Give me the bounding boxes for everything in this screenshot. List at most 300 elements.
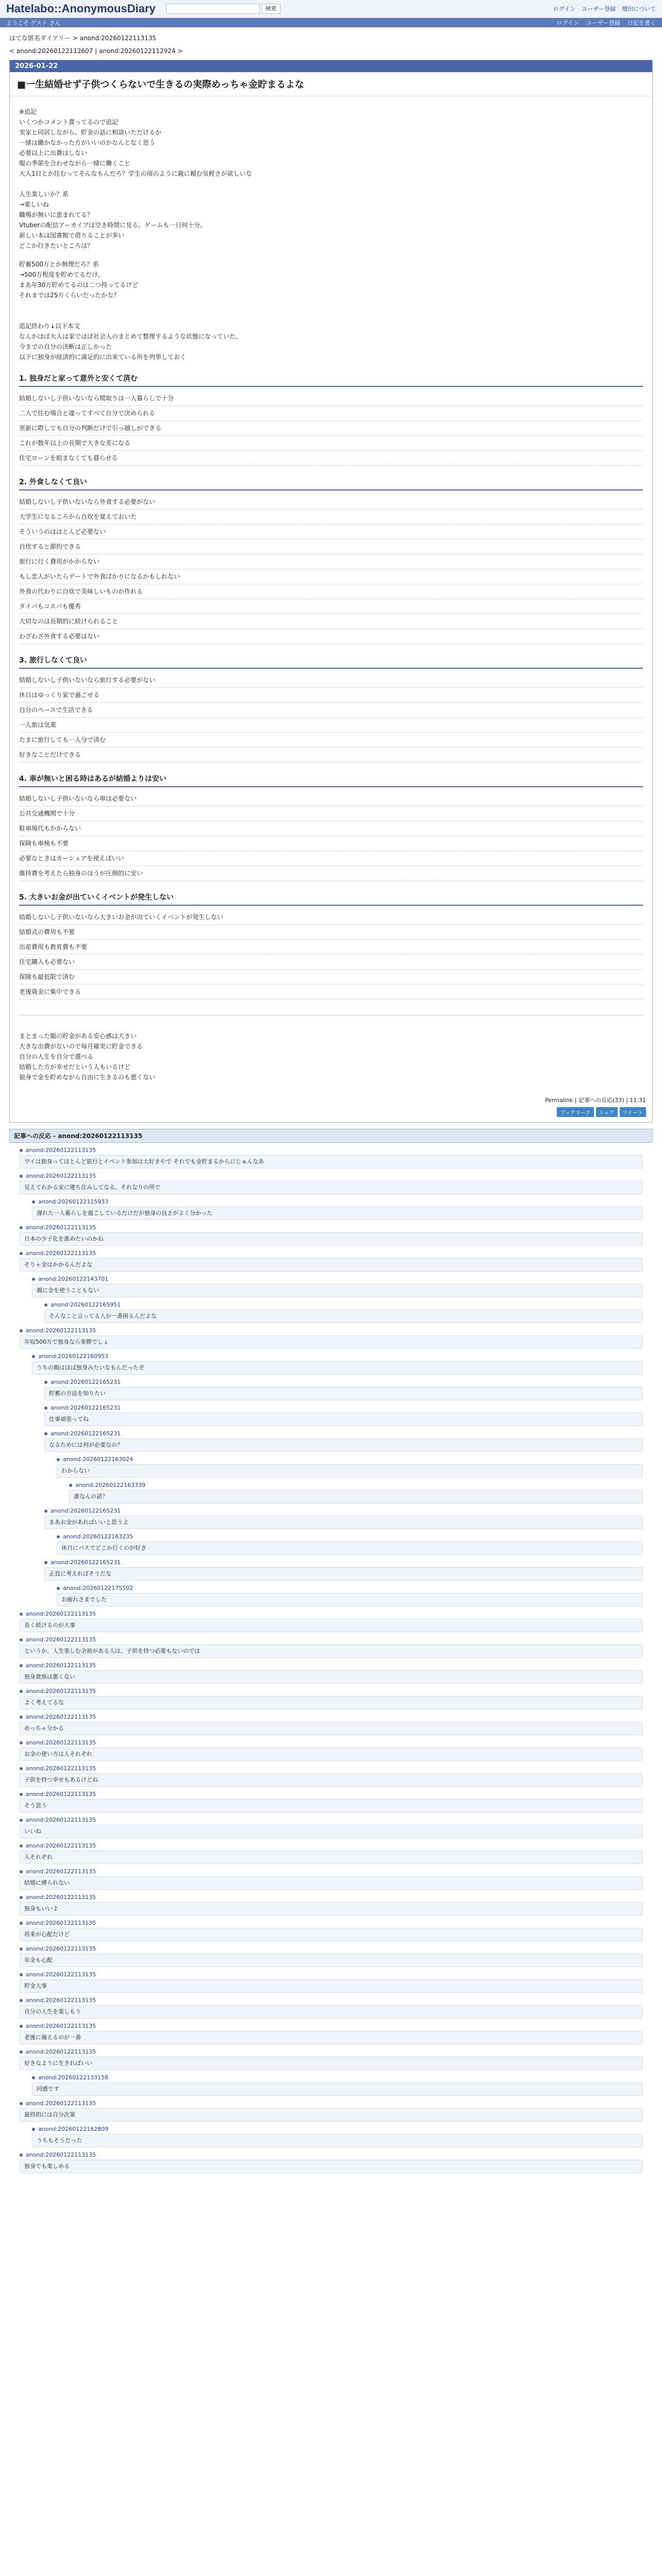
comment xyxy=(32,2074,642,2096)
comment-head xyxy=(20,1842,642,1849)
comment-text: 同感です xyxy=(32,2082,642,2096)
comment-head xyxy=(20,1327,642,1334)
comment-text: 独身もいいよ xyxy=(20,1902,642,1916)
section-item: 結婚しないし子供いないなら車は必要ない xyxy=(19,791,643,806)
comment xyxy=(57,1585,642,1606)
body2-line xyxy=(19,311,643,321)
section-item: 自分のペースで生活できる xyxy=(19,703,643,718)
section-item: 結婚しないし子供いないなら旅行する必要がない xyxy=(19,673,643,688)
bullet-icon xyxy=(20,1973,23,1976)
comment xyxy=(20,1636,642,1658)
comment-head xyxy=(20,1611,642,1617)
bullet-icon xyxy=(20,1819,23,1822)
comment-head xyxy=(32,2126,642,2132)
section-item: 公共交通機関で十分 xyxy=(19,806,643,821)
share-buttons xyxy=(10,1107,652,1122)
comment xyxy=(20,1971,642,1993)
article-intro xyxy=(19,107,643,259)
bullet-icon xyxy=(44,1381,47,1384)
section-item: 外食の代わりに自炊で美味しいものが作れる xyxy=(19,584,643,599)
comment-head xyxy=(57,1533,642,1540)
bullet-icon xyxy=(20,2025,23,2028)
comment xyxy=(20,1920,642,1941)
nav-write[interactable]: 日記を書く xyxy=(627,20,656,26)
comment-id-link[interactable]: anond:20260122115933 xyxy=(38,1198,109,1205)
comment xyxy=(20,1739,642,1761)
article-date: 2026-01-22 xyxy=(10,60,652,72)
bullet-icon xyxy=(20,2050,23,2054)
bullet-icon xyxy=(57,1458,60,1461)
section-item: 好きなことだけできる xyxy=(19,748,643,762)
section-item: 二人で住む場合と違ってすべて自分で決められる xyxy=(19,406,643,421)
comment-head xyxy=(20,1147,642,1154)
comment-head xyxy=(20,1894,642,1901)
bullet-icon xyxy=(20,1922,23,1925)
site-logo[interactable]: Hatelabo::AnonymousDiary xyxy=(6,2,156,15)
body2-line: 貯蓄500万とか無理だろ？系 xyxy=(19,261,99,268)
section-item: これが数年以上の長期で大きな差になる xyxy=(19,436,643,451)
comment-id-link[interactable]: anond:20260122113135 xyxy=(26,1817,96,1823)
comment-head xyxy=(20,2048,642,2055)
body2-line xyxy=(19,300,643,311)
comment xyxy=(32,1198,642,1220)
intro-line: 一緒は働かなかった方がいいのかなんとなく思う xyxy=(19,139,156,146)
intro-line: →楽しいね xyxy=(19,201,49,208)
comment xyxy=(20,1765,642,1787)
comment-head xyxy=(44,1430,642,1437)
comment xyxy=(44,1430,642,1452)
bullet-icon xyxy=(20,1844,23,1848)
bullet-icon xyxy=(20,1690,23,1693)
comment-head xyxy=(20,1920,642,1926)
article-outro xyxy=(19,1031,643,1082)
outro-line: 独身で金を貯めながら自由に生きるのも悪くない xyxy=(19,1074,156,1081)
comment xyxy=(44,1507,642,1529)
comment-text: 最終的には自分次第 xyxy=(20,2108,642,2122)
section-item: 住宅購入も必要ない xyxy=(19,955,643,970)
comment xyxy=(57,1456,642,1478)
comment xyxy=(20,1894,642,1916)
section-item: タイパもコスパも優秀 xyxy=(19,599,643,614)
article-body2 xyxy=(19,259,643,321)
comment-text: そう思う xyxy=(20,1799,642,1812)
comment-id-link[interactable]: anond:20260122165951 xyxy=(51,1301,121,1308)
comment-text: 遅れた一人暮らしを過ごしているだけだが独身の良さがよく分かった xyxy=(32,1207,642,1220)
comment xyxy=(20,1997,642,2019)
comment-text: 独身貴族は悪くない xyxy=(20,1670,642,1684)
bullet-icon xyxy=(32,1278,35,1281)
section-item: たまに旅行しても一人分で済む xyxy=(19,733,643,748)
comment-head xyxy=(44,1301,642,1308)
comment-text: めっちゃ分かる xyxy=(20,1722,642,1735)
section-item: 旅行に行く費用がかからない xyxy=(19,554,643,569)
bullet-icon xyxy=(57,1535,60,1538)
comment xyxy=(69,1482,642,1503)
bullet-icon xyxy=(20,1741,23,1744)
comment-id-link[interactable]: anond:20260122175502 xyxy=(63,1585,134,1591)
comment-head xyxy=(44,1559,642,1566)
comment-id-link[interactable]: anond:20260122163235 xyxy=(63,1533,134,1540)
comment xyxy=(20,2023,642,2044)
comment xyxy=(20,1611,642,1632)
comment-id-link[interactable]: anond:20260122113135 xyxy=(26,2023,96,2029)
body3-line: 以下に独身が経済的に満足的に出来ている所を列挙しておく xyxy=(19,353,187,361)
comment-text: 好きなように生きればいい xyxy=(20,2057,642,2070)
bullet-icon xyxy=(20,1716,23,1719)
section-item: 休日はゆっくり家で過ごせる xyxy=(19,688,643,703)
section-title: 4. 車が無いと困る時はあるが結婚よりは安い xyxy=(19,774,643,787)
bullet-icon xyxy=(20,1613,23,1616)
comment-text: まあお金があればいいと思うよ xyxy=(44,1516,642,1529)
bullet-icon xyxy=(20,1896,23,1899)
section-item: 老後資金に集中できる xyxy=(19,985,643,999)
comment-head xyxy=(44,1404,642,1411)
section-item: そういうのはほとんど必要ない xyxy=(19,524,643,539)
section-title: 3. 旅行しなくて良い xyxy=(19,655,643,669)
comment-text: 仕事頑張ってね xyxy=(44,1413,642,1426)
bullet-icon xyxy=(44,1432,47,1435)
comment-text: 休日にバスでどこか行くのが好き xyxy=(57,1541,642,1555)
comment-head xyxy=(20,1250,642,1257)
bullet-icon xyxy=(20,1664,23,1667)
comment-head xyxy=(20,1997,642,2004)
section-item: 保険も車検も不要 xyxy=(19,836,643,851)
comment-text: いいね xyxy=(20,1825,642,1838)
comment-text: そりゃ金はかかるんだよな xyxy=(20,1258,642,1272)
share-button[interactable]: シェア xyxy=(596,1107,618,1117)
comment-id-link[interactable]: anond:20260122113135 xyxy=(26,1714,96,1720)
comment-head xyxy=(32,1198,642,1205)
comment-head xyxy=(57,1456,642,1463)
comment-text: わからない xyxy=(57,1464,642,1478)
article-title[interactable]: ■一生結婚せず子供つくらないで生きるの実際めっちゃ金貯まるよな xyxy=(10,72,652,96)
comment-text: うちもそうだった xyxy=(32,2134,642,2147)
bullet-icon xyxy=(69,1484,72,1487)
comment-text: 日本の少子化を進めたいのかね xyxy=(20,1232,642,1246)
article-section xyxy=(19,655,643,762)
section-item: 更新に際しても自分の判断だけで引っ越しができる xyxy=(19,421,643,436)
bookmark-button[interactable]: ブックマーク xyxy=(557,1107,593,1117)
comment xyxy=(20,1250,642,1272)
comment-head xyxy=(20,1688,642,1694)
comment-id-link[interactable]: anond:20260122113135 xyxy=(26,1611,96,1617)
section-title: 1. 独身だと家って意外と安くて済む xyxy=(19,374,643,387)
comment-text: 子供を持つ幸せもあるけどね xyxy=(20,1773,642,1787)
bullet-icon xyxy=(20,1870,23,1873)
comment-id-link[interactable]: anond:20260122113135 xyxy=(26,2151,96,2158)
comment-text: ワイは独身ってほとんど旅行とイベント参加は大好きやで それでも金貯まるからにじゅんなあ xyxy=(20,1155,642,1168)
comment-id-link[interactable]: anond:20260122162809 xyxy=(38,2126,109,2132)
article-section xyxy=(19,774,643,881)
bullet-icon xyxy=(32,1200,35,1204)
section-item: もし恋人がいたらデートで外食ばかりになるかもしれない xyxy=(19,569,643,584)
comment-text: 見えてわかる家に建ち住みしてなる、それなりの所で xyxy=(20,1181,642,1194)
section-item: 出産費用も教育費も不要 xyxy=(19,940,643,955)
bullet-icon xyxy=(20,1947,23,1951)
comment-head xyxy=(20,1945,642,1952)
bullet-icon xyxy=(32,1355,35,1358)
section-title: 2. 外食しなくて良い xyxy=(19,477,643,490)
intro-line: 職場が無いに恵まれてる？ xyxy=(19,211,94,218)
comment-head xyxy=(57,1585,642,1591)
comment-id-link[interactable]: anond:20260122113135 xyxy=(26,1868,96,1875)
section-item: 結婚しないし子供いないなら間取りは一人暮らしで十分 xyxy=(19,391,643,406)
nav-bar xyxy=(0,18,662,27)
comment-id-link[interactable]: anond:20260122165231 xyxy=(51,1404,121,1411)
body2-line: →500万程度を貯めてるだけ。 xyxy=(19,271,104,278)
comment-head xyxy=(44,1507,642,1514)
bullet-icon xyxy=(20,1175,23,1178)
comment-head xyxy=(20,1817,642,1823)
bullet-icon xyxy=(44,1510,47,1513)
comment xyxy=(20,1688,642,1709)
comment-head xyxy=(32,1276,642,1282)
comment-head xyxy=(20,1765,642,1772)
section-item: 大学生になるころから自炊を覚えておいた xyxy=(19,510,643,524)
bullet-icon xyxy=(20,1767,23,1770)
comment xyxy=(32,1276,642,1297)
comment xyxy=(20,1714,642,1735)
bullet-icon xyxy=(20,1999,23,2002)
comment-id-link[interactable]: anond:20260122113135 xyxy=(26,1636,96,1643)
intro-line: 実家と同居しながら、貯金の話に相談いただけるか xyxy=(19,129,162,136)
bullet-icon xyxy=(44,1303,47,1307)
comment-id-link[interactable]: anond:20260122143701 xyxy=(38,1276,109,1282)
welcome-text: ようこそ ゲスト さん xyxy=(6,20,61,26)
bullet-icon xyxy=(20,1329,23,1332)
comment-id-link[interactable]: anond:20260122113135 xyxy=(26,1224,96,1231)
bullet-icon xyxy=(20,1149,23,1152)
bullet-icon xyxy=(20,1252,23,1255)
comment-head xyxy=(20,1791,642,1798)
article xyxy=(9,60,653,1123)
comment-id-link[interactable]: anond:20260122163339 xyxy=(75,1482,146,1488)
comment-id-link[interactable]: anond:20260122113135 xyxy=(26,1971,96,1978)
signup-link[interactable]: ユーザー登録 xyxy=(582,6,616,12)
comment-id-link[interactable]: anond:20260122113135 xyxy=(26,1997,96,2004)
comments-header: 記事への反応 - anond:20260122113135 xyxy=(9,1129,653,1143)
comment xyxy=(20,2100,642,2122)
comment xyxy=(44,1404,642,1426)
comment-id-link[interactable]: anond:20260122113135 xyxy=(26,1688,96,1694)
comment xyxy=(20,1173,642,1194)
intro-line: Vtuberの配信アーカイブは空き時間に見る。ゲームも一日何十分。 xyxy=(19,222,207,229)
comment-text: 誰なんの話？ xyxy=(69,1490,642,1503)
body3-line: 追記終わり↓以下本文 xyxy=(19,323,80,330)
article-body3 xyxy=(19,321,643,362)
intro-line: 大人1日とか住むってそんなもんだろ？学生の頃のように親に頼む気軽さが欲しいな xyxy=(19,170,252,177)
section-item: 保険も最低限で済む xyxy=(19,970,643,985)
comment-text: 老後に備えるのが一番 xyxy=(20,2031,642,2044)
section-item: 住宅ローンを組まなくても暮らせる xyxy=(19,451,643,466)
breadcrumb[interactable]: はてな匿名ダイアリー > anond:20260122113135 xyxy=(9,35,157,42)
comment-id-link[interactable]: anond:20260122113135 xyxy=(26,1327,96,1334)
bullet-icon xyxy=(44,1406,47,1410)
bullet-icon xyxy=(57,1587,60,1590)
comment-text: というか、人生楽しむ余裕がある人は、子供を持つ必要もないのでは xyxy=(20,1645,642,1658)
comment-text: なるためには何が必要なの？ xyxy=(44,1438,642,1452)
outro-line: 大きな出費がないので毎月確実に貯金できる xyxy=(19,1043,143,1050)
comment-text: 親に金を使うこともない xyxy=(32,1284,642,1297)
section-item: 大切なのは長期的に続けられること xyxy=(19,614,643,629)
comment-head xyxy=(20,2023,642,2029)
section-item: 結婚しないし子供いないなら大きいお金が出ていくイベントが発生しない xyxy=(19,910,643,925)
body3-line: なんかほぼ大人は家でほぼ社会人のまとめて整理するような状態になっていた。 xyxy=(19,333,242,340)
section-item: 駐車場代もかからない xyxy=(19,821,643,836)
comment-text: 正直に考えればそうだな xyxy=(44,1567,642,1581)
top-links xyxy=(553,5,656,13)
section-item: 結婚しないし子供いないなら外食する必要がない xyxy=(19,495,643,510)
comment-text: 貯蓄の方法を知りたい xyxy=(44,1387,642,1400)
comment xyxy=(20,1868,642,1890)
comment-head xyxy=(20,1636,642,1643)
comment xyxy=(20,2048,642,2070)
bullet-icon xyxy=(20,2154,23,2157)
section-item: 結婚式の費用も不要 xyxy=(19,925,643,940)
comment xyxy=(20,1842,642,1864)
comment-text: うちの親はほぼ独身みたいなもんだったぞ xyxy=(32,1361,642,1375)
search-button[interactable]: 検索 xyxy=(262,4,280,14)
comment-id-link[interactable]: anond:20260122113135 xyxy=(26,2048,96,2055)
comment xyxy=(57,1533,642,1555)
section-item: わざわざ外食する必要はない xyxy=(19,629,643,644)
comment-text: 自分の人生を楽しもう xyxy=(20,2005,642,2019)
comment-text: 貯金大事 xyxy=(20,1979,642,1993)
comment-head xyxy=(32,2074,642,2081)
comment-head xyxy=(20,2100,642,2107)
comment-text: 年金も心配 xyxy=(20,1954,642,1967)
comment xyxy=(20,1147,642,1168)
article-body xyxy=(10,96,652,1093)
top-header xyxy=(0,0,662,18)
comment-id-link[interactable]: anond:20260122165231 xyxy=(51,1430,121,1437)
comment-id-link[interactable]: anond:20260122113135 xyxy=(26,1765,96,1772)
comment-head xyxy=(20,1662,642,1669)
bullet-icon xyxy=(20,1226,23,1229)
comment xyxy=(44,1301,642,1323)
bullet-icon xyxy=(20,1638,23,1641)
comment xyxy=(20,1817,642,1838)
outro-line: 自分の人生を自分で選べる xyxy=(19,1053,94,1060)
comment-id-link[interactable]: anond:20260122113135 xyxy=(26,1662,96,1669)
intro-line: いくつかコメント貰ってるので追記 xyxy=(19,118,119,126)
comment-id-link[interactable]: anond:20260122165231 xyxy=(51,1379,121,1385)
comment xyxy=(20,1945,642,1967)
comment-id-link[interactable]: anond:20260122113135 xyxy=(26,1147,96,1154)
bullet-icon xyxy=(32,2076,35,2079)
comment-text: 長く続けるのが大事 xyxy=(20,1619,642,1632)
comment xyxy=(44,1379,642,1400)
comment-text: 結婚に縛られない xyxy=(20,1876,642,1890)
intro-line: どこか行きたいところは？ xyxy=(19,242,94,249)
comment-id-link[interactable]: anond:20260122113135 xyxy=(26,1920,96,1926)
comment xyxy=(32,2126,642,2147)
intro-line: ※追記 xyxy=(19,108,37,115)
section-item: 維持費を考えたら独身のほうが圧倒的に安い xyxy=(19,866,643,881)
section-title: 5. 大きいお金が出ていくイベントが発生しない xyxy=(19,892,643,906)
comment-head xyxy=(44,1379,642,1385)
tweet-button[interactable]: ツイート xyxy=(620,1107,647,1117)
comments-list xyxy=(9,1147,653,2173)
comment-text: お疲れさまでした xyxy=(57,1593,642,1606)
comment-id-link[interactable]: anond:20260122165231 xyxy=(51,1507,121,1514)
comment xyxy=(20,1662,642,1684)
body3-line: 今までの自分の決断は正しかった xyxy=(19,343,112,350)
section-item: 自炊すると節約できる xyxy=(19,539,643,554)
intro-line: 新しい本は図書館で借りることが多い xyxy=(19,232,125,239)
outro-line: 結婚した方が幸せだという人もいるけど xyxy=(19,1063,131,1071)
section-item: 必要なときはカーシェアを使えばいい xyxy=(19,851,643,866)
comment-id-link[interactable]: anond:20260122113135 xyxy=(26,2100,96,2107)
intro-line: 人生楽しいか？系 xyxy=(19,191,69,198)
comment-id-link[interactable]: anond:20260122165231 xyxy=(51,1559,121,1566)
section-item: 一人旅は気楽 xyxy=(19,718,643,733)
comment-id-link[interactable]: anond:20260122113135 xyxy=(26,1173,96,1179)
article-section xyxy=(19,477,643,644)
comment-text: お金の使い方は人それぞれ xyxy=(20,1748,642,1761)
article-section xyxy=(19,892,643,999)
outro-line: まとまった額の貯金がある安心感は大きい xyxy=(19,1032,137,1040)
body2-line: まあ年30万貯めてるのは二つ持ってるけど xyxy=(19,281,139,289)
intro-line: 必要以上に出費はしない xyxy=(19,149,88,157)
comment-head xyxy=(20,1714,642,1720)
article-section xyxy=(19,374,643,466)
nav-login[interactable]: ログイン xyxy=(556,20,579,26)
comment-text: 人それぞれ xyxy=(20,1851,642,1864)
about-link[interactable]: 増田について xyxy=(622,6,656,12)
body2-line: それまでは25万くらいだったかな？ xyxy=(19,292,120,299)
bullet-icon xyxy=(20,1793,23,1796)
comment-id-link[interactable]: anond:20260122113135 xyxy=(26,1250,96,1257)
comment-head xyxy=(69,1482,642,1488)
comment-head xyxy=(20,1739,642,1746)
comment xyxy=(20,1791,642,1812)
nav-signup[interactable]: ユーザー登録 xyxy=(586,20,620,26)
comment-text: 独身でも楽しめる xyxy=(20,2160,642,2173)
comment-id-link[interactable]: anond:20260122113135 xyxy=(26,1739,96,1746)
comment-head xyxy=(20,2151,642,2158)
bullet-icon xyxy=(44,1561,47,1564)
article-sections xyxy=(19,374,643,999)
comment-text: 年収500万で独身なら楽勝でしょ xyxy=(20,1335,642,1349)
comment-text: そんなこと言ってる人が一番困るんだよな xyxy=(44,1310,642,1323)
comment-text: よく考えてるな xyxy=(20,1696,642,1709)
comment xyxy=(32,1353,642,1375)
comment-id-link[interactable]: anond:20260122133158 xyxy=(38,2074,109,2081)
prev-next-links[interactable]: < anond:20260122112607 | anond:20260122112924 > xyxy=(9,47,183,55)
comment-head xyxy=(20,1971,642,1978)
comment xyxy=(20,1224,642,1246)
search-input[interactable] xyxy=(166,4,260,14)
comment-id-link[interactable]: anond:20260122160953 xyxy=(38,1353,109,1360)
article-meta[interactable]: Permalink | 記事への反応(33) | 11:31 xyxy=(545,1097,646,1104)
comment-head xyxy=(20,1173,642,1179)
comment-id-link[interactable]: anond:20260122113135 xyxy=(26,1894,96,1901)
comment-id-link[interactable]: anond:20260122163024 xyxy=(63,1456,134,1463)
login-link[interactable]: ログイン xyxy=(553,6,576,12)
comment-id-link[interactable]: anond:20260122113135 xyxy=(26,1842,96,1849)
comment-head xyxy=(32,1353,642,1360)
comment-text: 将来が心配だけど xyxy=(20,1928,642,1941)
comment-head xyxy=(20,1224,642,1231)
bullet-icon xyxy=(20,2102,23,2105)
comment-id-link[interactable]: anond:20260122113135 xyxy=(26,1945,96,1952)
comment xyxy=(44,1559,642,1581)
comment-id-link[interactable]: anond:20260122113135 xyxy=(26,1791,96,1798)
intro-line xyxy=(19,179,643,189)
bullet-icon xyxy=(32,2128,35,2131)
comment-head xyxy=(20,1868,642,1875)
